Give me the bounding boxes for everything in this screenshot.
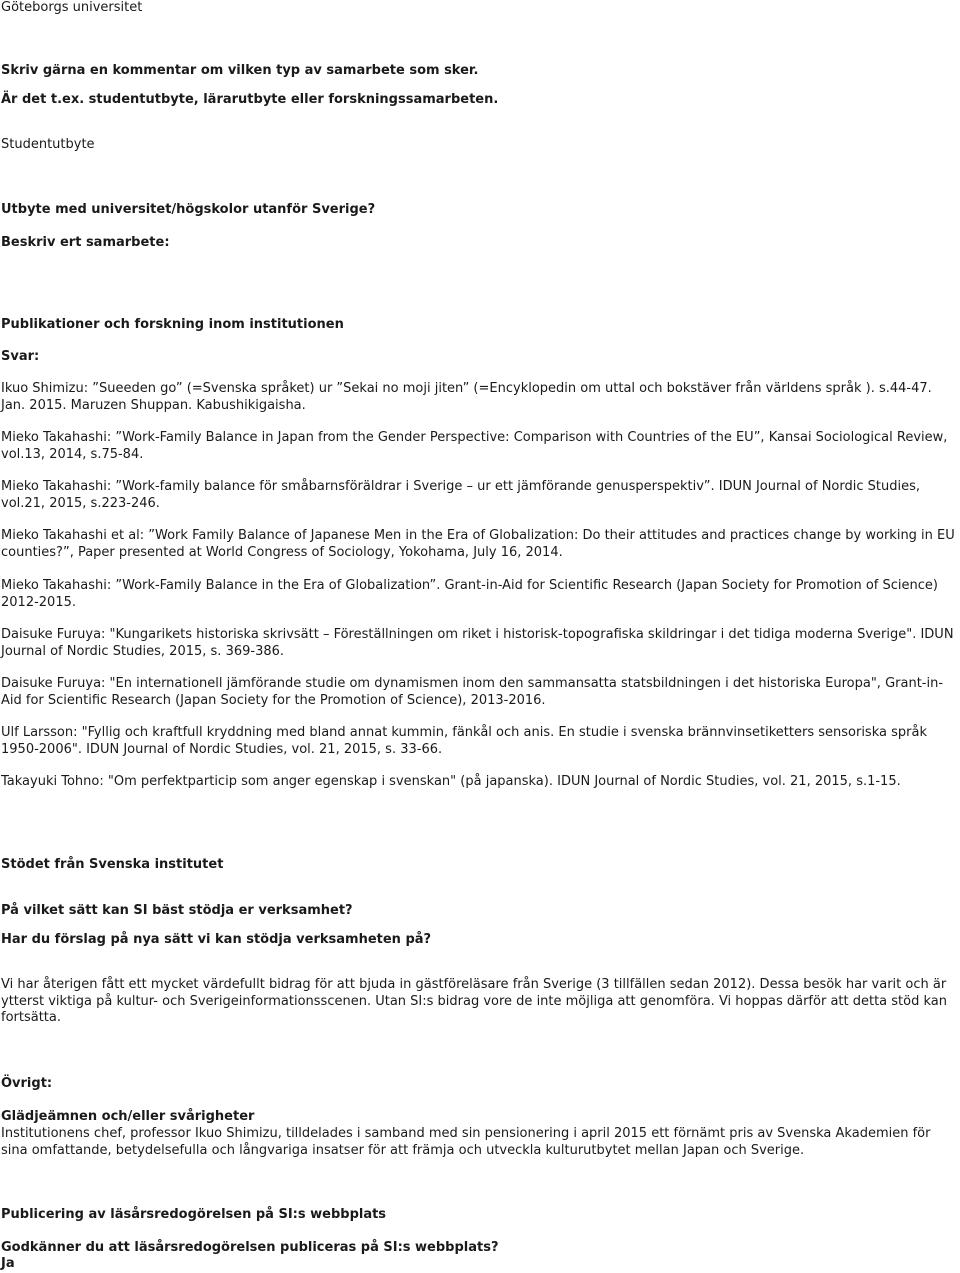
collaboration-prompt-line1: Skriv gärna en kommentar om vilken typ av samarbete som sker. (1, 63, 479, 78)
publication-item: Ulf Larsson: "Fyllig och kraftfull kryddning med bland annat kummin, fänkål och anis. En studie i svenska brännvinsetiketters sensoriska språk 1950-2006". IDUN Journal of Nordic Studies, vol. 21, 2015, s. 33-66. (1, 725, 927, 757)
support-question-2: Har du förslag på nya sätt vi kan stödja verksamheten på? (1, 932, 432, 947)
other-text: Institutionens chef, professor Ikuo Shimizu, tilldelades i samband med sin pensionering i april 2015 ett förnämt pris av Svenska Akademien för sina omfattande, betydelsefulla och långvariga insatser för att främja och utveckla kulturutbytet mellan Japan och Sverige. (1, 1126, 931, 1158)
other-heading: Övrigt: (1, 1076, 53, 1091)
collaboration-prompt-line2: Är det t.ex. studentutbyte, lärarutbyte eller forskningssamarbeten. (1, 92, 499, 107)
collaboration-answer: Studentutbyte (1, 137, 95, 152)
publishing-question: Godkänner du att läsårsredogörelsen publiceras på SI:s webbplats? (1, 1240, 499, 1255)
publication-item: Mieko Takahashi et al: ”Work Family Balance of Japanese Men in the Era of Globalization: Do their attitudes and practices change by working in EU counties?”, Paper presented at World Congress of Sociology, Yokohama, July 16, 2014. (1, 528, 955, 560)
answer-label: Svar: (1, 349, 40, 364)
other-subheading: Glädjeämnen och/eller svårigheter (1, 1109, 255, 1124)
support-heading: Stödet från Svenska institutet (1, 857, 224, 872)
publication-item: Mieko Takahashi: ”Work-family balance för småbarnsföräldrar i Sverige – ur ett jämförande genusperspektiv”. IDUN Journal of Nordic Studies, vol.21, 2015, s.223-246. (1, 479, 920, 511)
publication-item: Mieko Takahashi: ”Work-Family Balance in Japan from the Gender Perspective: Comparison with Countries of the EU”, Kansai Sociological Review, vol.13, 2014, s.75-84. (1, 430, 948, 462)
support-answer: Vi har återigen fått ett mycket värdefullt bidrag för att bjuda in gästföreläsare från Sverige (3 tillfällen sedan 2012). Dessa besök har varit och är ytterst viktiga på kultur- och Sverigeinformationsscenen. Utan SI:s bidrag vore de inte möjliga att genomföra. Vi hoppas därför att detta stöd kan fortsätta. (1, 977, 947, 1025)
publication-item: Daisuke Furuya: "En internationell jämförande studie om dynamismen inom den sammansatta statsbildningen i det historiska Europa", Grant-in-Aid for Scientific Research (Japan Society for the Promotion of Science), 2013-2016. (1, 676, 944, 708)
university-name: Göteborgs universitet (1, 0, 143, 15)
publishing-heading: Publicering av läsårsredogörelsen på SI:s webbplats (1, 1207, 387, 1222)
publication-item: Takayuki Tohno: "Om perfektparticip som anger egenskap i svenskan" (på japanska). IDUN Journal of Nordic Studies, vol. 21, 2015, s.1-15. (1, 774, 901, 789)
publication-item: Daisuke Furuya: "Kungarikets historiska skrivsätt – Föreställningen om riket i historisk-topografiska skildringar i det tidiga moderna Sverige". IDUN Journal of Nordic Studies, 2015, s. 369-386. (1, 627, 954, 659)
publication-item: Ikuo Shimizu: ”Sueeden go” (=Svenska språket) ur ”Sekai no moji jiten” (=Encyklopedin om uttal och bokstäver från världens språk ). s.44-47. Jan. 2015. Maruzen Shuppan. Kabushikigaisha. (1, 381, 932, 413)
publication-item: Mieko Takahashi: ”Work-Family Balance in the Era of Globalization”. Grant-in-Aid for Scientific Research (Japan Society for Promotion of Science) 2012-2015. (1, 578, 938, 610)
publications-heading: Publikationer och forskning inom institutionen (1, 317, 344, 332)
publishing-answer: Ja (1, 1256, 15, 1271)
exchange-question: Utbyte med universitet/högskolor utanför Sverige? (1, 202, 376, 217)
support-question-1: På vilket sätt kan SI bäst stödja er verksamhet? (1, 903, 353, 918)
describe-label: Beskriv ert samarbete: (1, 235, 170, 250)
